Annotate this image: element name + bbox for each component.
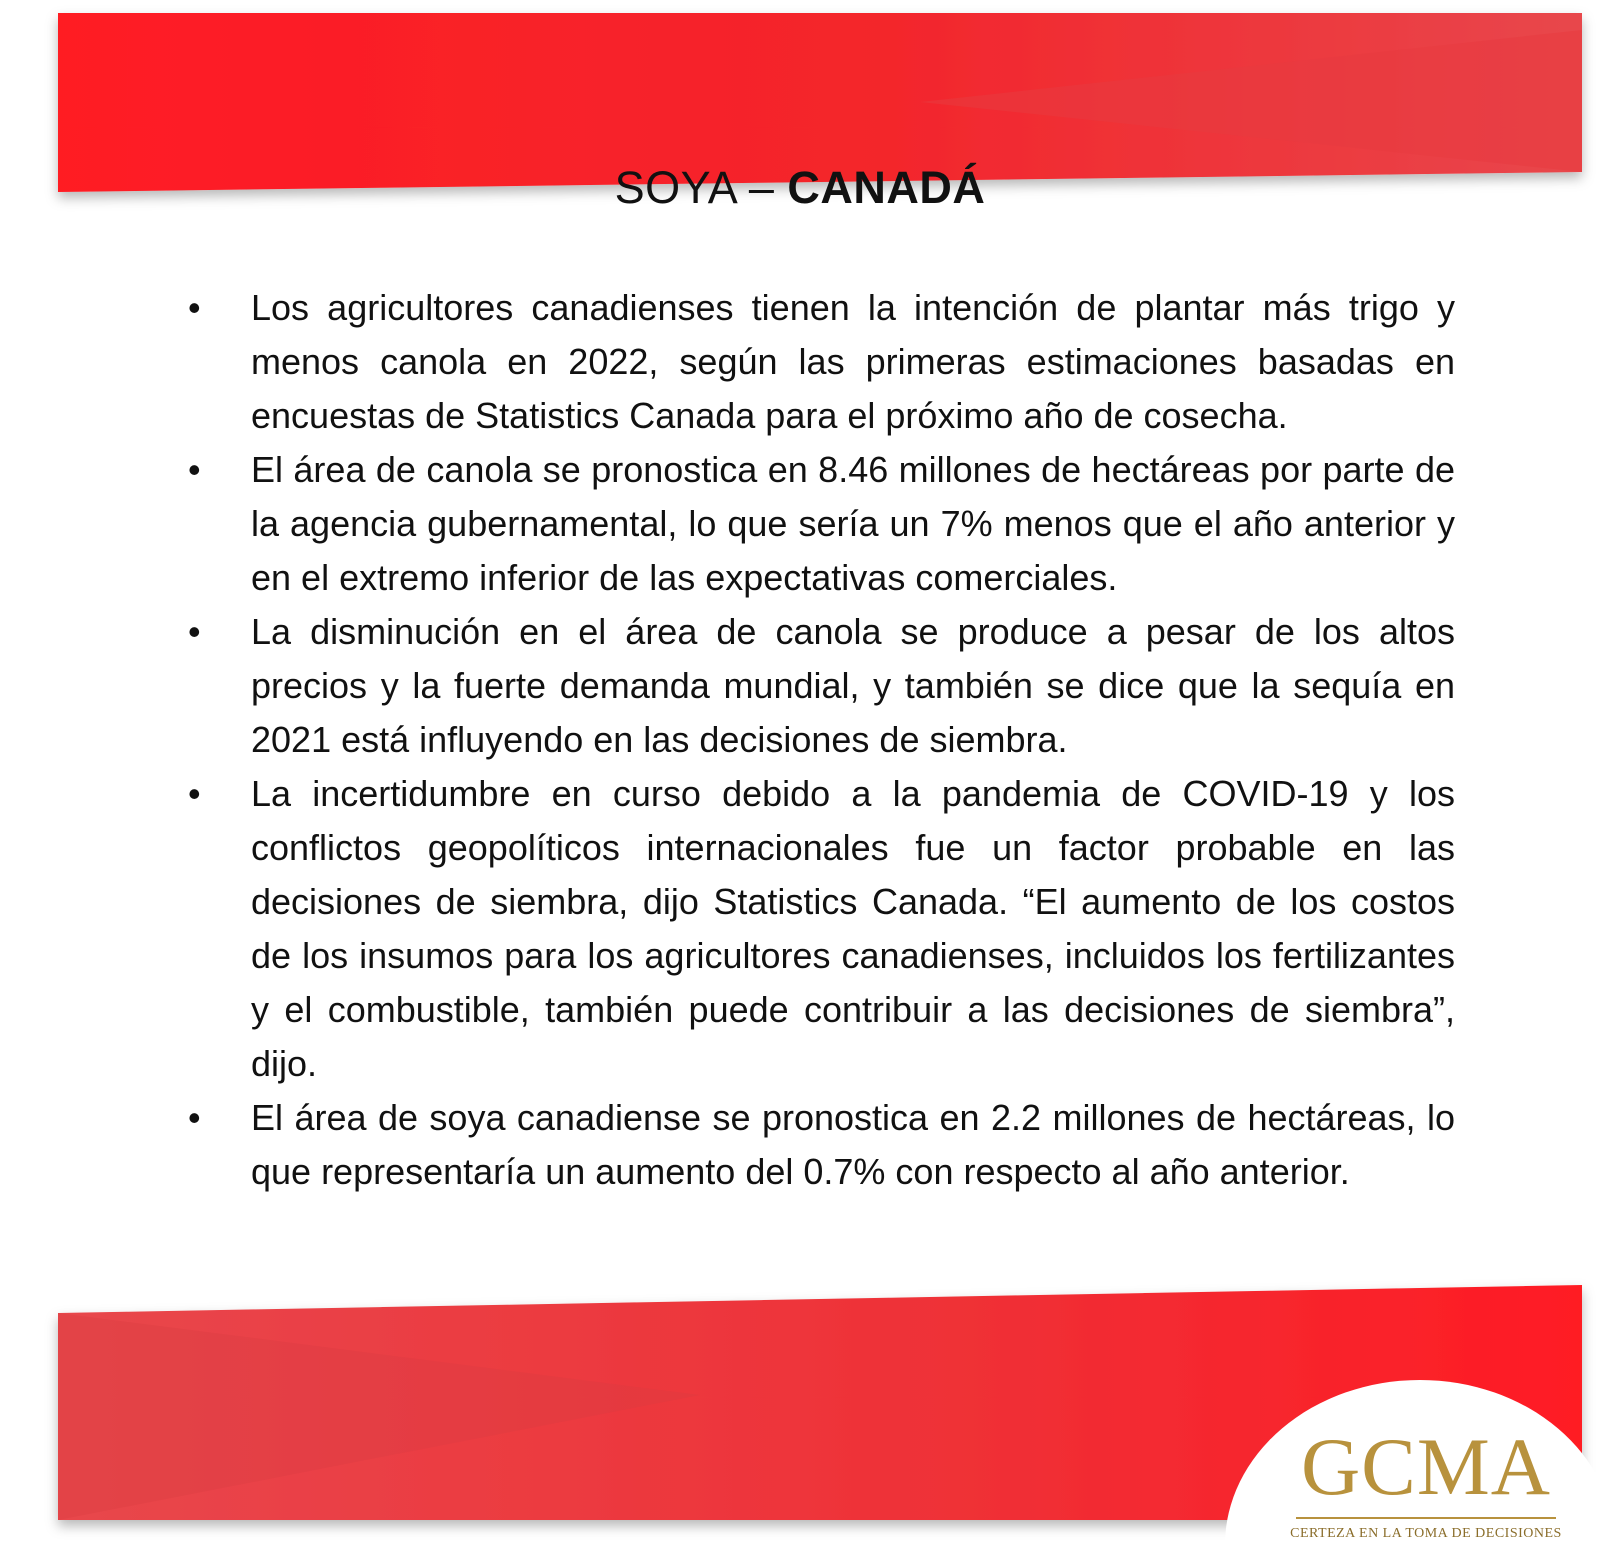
logo-wordmark: GCMA — [1300, 1421, 1552, 1512]
bullet-dot: • — [188, 449, 201, 490]
bullet-dot: • — [188, 1097, 201, 1138]
title-country: CANADÁ — [787, 162, 986, 213]
bullet-text: El área de soya canadiense se pronostica en 2.2 millones de hectáreas, lo que representaría un aumento del 0.7% con respecto al año anterior. — [251, 1097, 1455, 1192]
bullet-text: La incertidumbre en curso debido a la pandemia de COVID-19 y los conflictos geopolíticos internacionales fue un factor probable en las decisiones de siembra, dijo Statistics Canada. “El aumento de los costos de los insumos para los agricultores canadienses, incluidos los fertilizantes y el combustible, también puede contribuir a las decisiones de siembra”, dijo. — [251, 773, 1455, 1084]
list-item — [180, 281, 1455, 443]
bullet-dot: • — [188, 287, 201, 328]
bullet-text: El área de canola se pronostica en 8.46 millones de hectáreas por parte de la agencia gubernamental, lo que sería un 7% menos que el año anterior y en el extremo inferior de las expectativas comerciales. — [251, 449, 1455, 598]
logo-divider — [1296, 1517, 1556, 1519]
bullet-dot: • — [188, 773, 201, 814]
bullet-dot: • — [188, 611, 201, 652]
bullet-text: Los agricultores canadienses tienen la intención de plantar más trigo y menos canola en 2022, según las primeras estimaciones basadas en encuestas de Statistics Canada para el próximo año de cosecha. — [251, 287, 1455, 436]
list-item — [180, 605, 1455, 767]
title-prefix: SOYA – — [614, 162, 788, 213]
bullet-text: La disminución en el área de canola se produce a pesar de los altos precios y la fuerte demanda mundial, y también se dice que la sequía en 2021 está influyendo en las decisiones de siembra. — [251, 611, 1455, 760]
gcma-logo — [1286, 1421, 1566, 1546]
list-item — [180, 767, 1455, 1091]
logo-tagline: CERTEZA EN LA TOMA DE DECISIONES — [1290, 1526, 1562, 1541]
page-title — [0, 162, 1600, 214]
list-item — [180, 1091, 1455, 1199]
bullet-list — [180, 281, 1455, 1199]
list-item — [180, 443, 1455, 605]
